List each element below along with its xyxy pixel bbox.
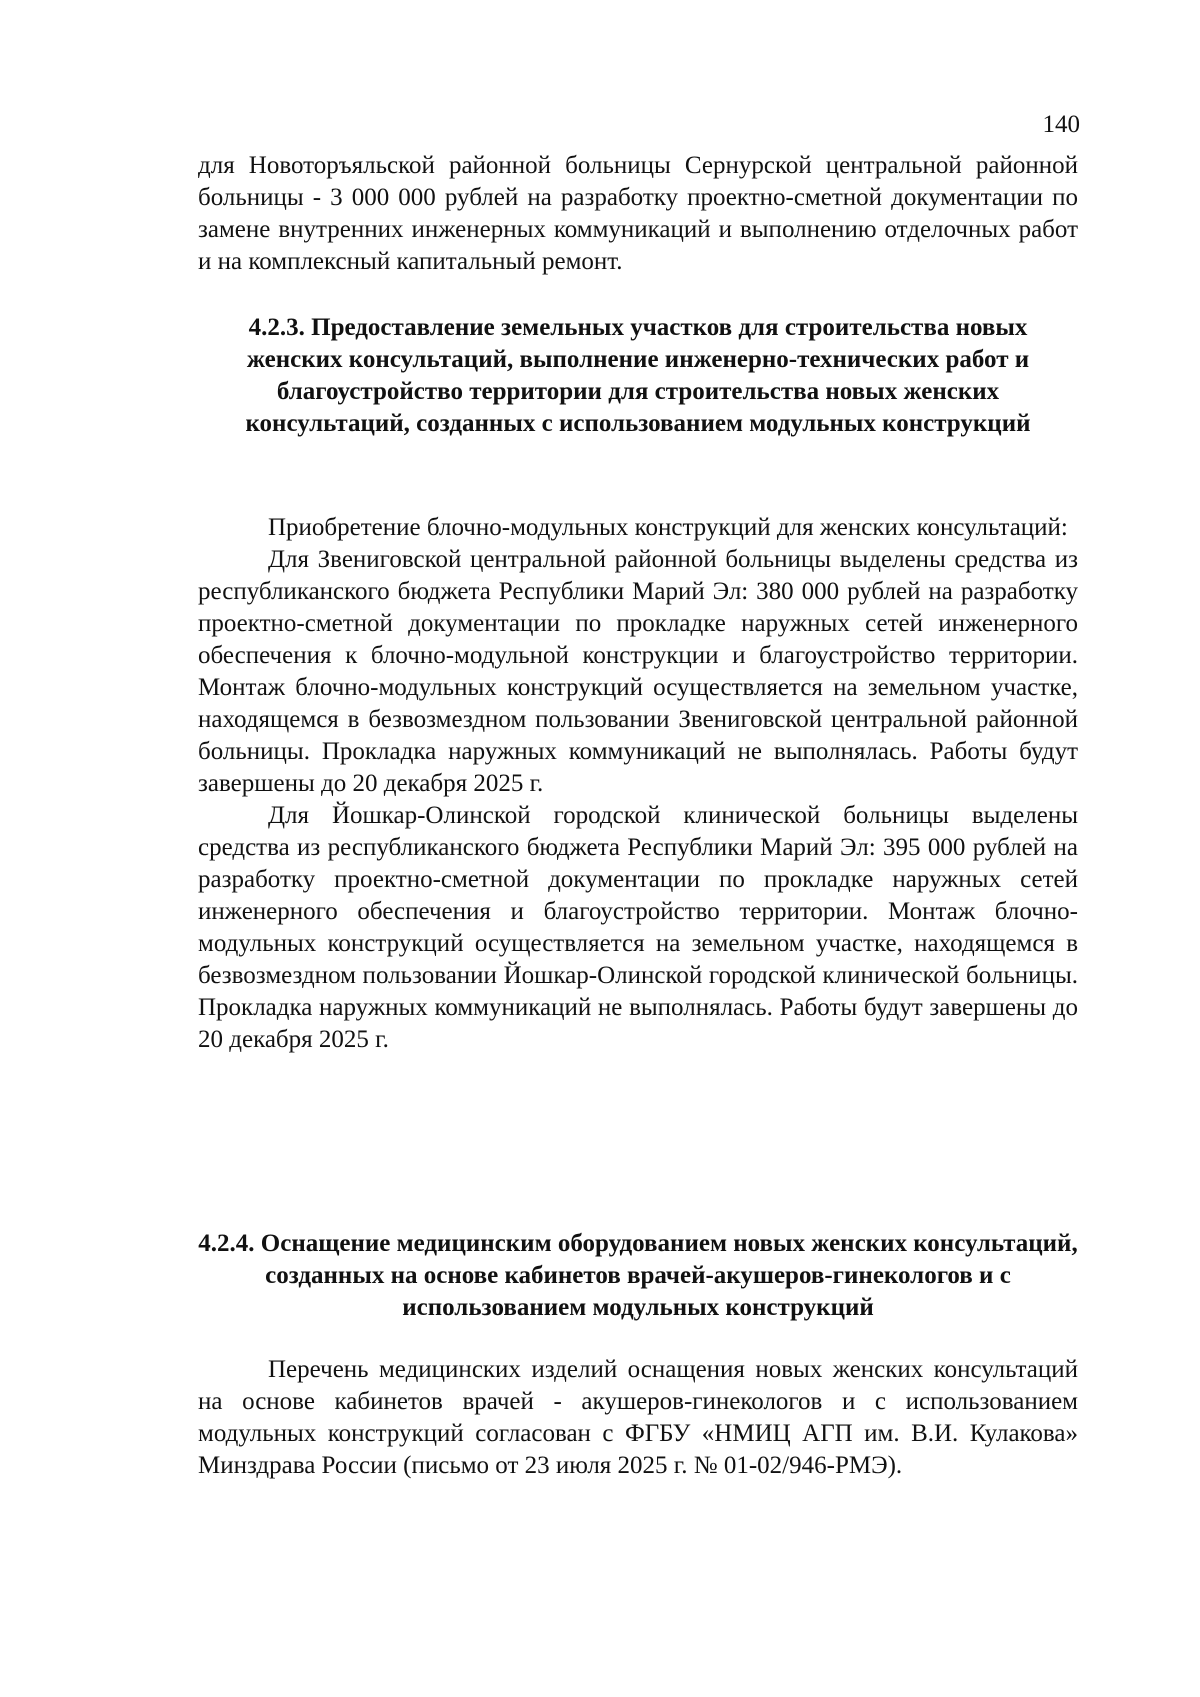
section-heading-4-2-4: 4.2.4. Оснащение медицинским оборудованием новых женских консультаций, созданных на основе кабинетов врачей-акушеров-гинекологов и с использованием модульных конструкций [198, 1230, 1078, 1321]
paragraph-zvenigovo: Для Звениговской центральной районной больницы выделены средства из республиканского бюджета Республики Марий Эл: 380 000 рублей на разработку проектно-сметной документации по прокладке наружных сетей инженерного обеспечения к блочно-модульной конструкции и благоустройство территории. Монтаж блочно-модульных конструкций осуществляется на земельном участке, находящемся в безвозмездном пользовании Звениговской центральной районной больницы. Прокладка наружных коммуникаций не выполнялась. Работы будут завершены до 20 декабря 2025 г. [198, 546, 1078, 797]
section-4-2-4-body [198, 1354, 1078, 1482]
section-heading-4-2-3-block [198, 312, 1078, 440]
intro-paragraph: для Новоторъяльской районной больницы Сернурской центральной районной больницы - 3 000 000 рублей на разработку проектно-сметной документации по замене внутренних инженерных коммуникаций и выполнению отделочных работ и на комплексный капитальный ремонт. [198, 152, 1078, 275]
section-heading-4-2-3: 4.2.3. Предоставление земельных участков для строительства новых женских консультаций, выполнение инженерно-технических работ и благоустройство территории для строительства новых женских консультаций, созданных с использованием модульных конструкций [245, 314, 1031, 437]
paragraph-acquisition: Приобретение блочно-модульных конструкций для женских консультаций: [268, 514, 1068, 541]
intro-block [198, 150, 1078, 278]
section-heading-4-2-4-block [198, 1228, 1078, 1324]
paragraph-yoshkar-ola: Для Йошкар-Олинской городской клинической больницы выделены средства из республиканского бюджета Республики Марий Эл: 395 000 рублей на разработку проектно-сметной документации по прокладке наружных сетей инженерного обеспечения и благоустройство территории. Монтаж блочно-модульных конструкций осуществляется на земельном участке, находящемся в безвозмездном пользовании Йошкар-Олинской городской клинической больницы. Прокладка наружных коммуникаций не выполнялась. Работы будут завершены до 20 декабря 2025 г. [198, 802, 1078, 1053]
paragraph-equipment-list: Перечень медицинских изделий оснащения новых женских консультаций на основе кабинетов врачей - акушеров-гинекологов и с использованием модульных конструкций согласован с ФГБУ «НМИЦ АГП им. В.И. Кулакова» Минздрава России (письмо от 23 июля 2025 г. № 01-02/946-РМЭ). [198, 1356, 1078, 1479]
page-number: 140 [1042, 111, 1080, 138]
section-4-2-3-body [198, 512, 1078, 1056]
